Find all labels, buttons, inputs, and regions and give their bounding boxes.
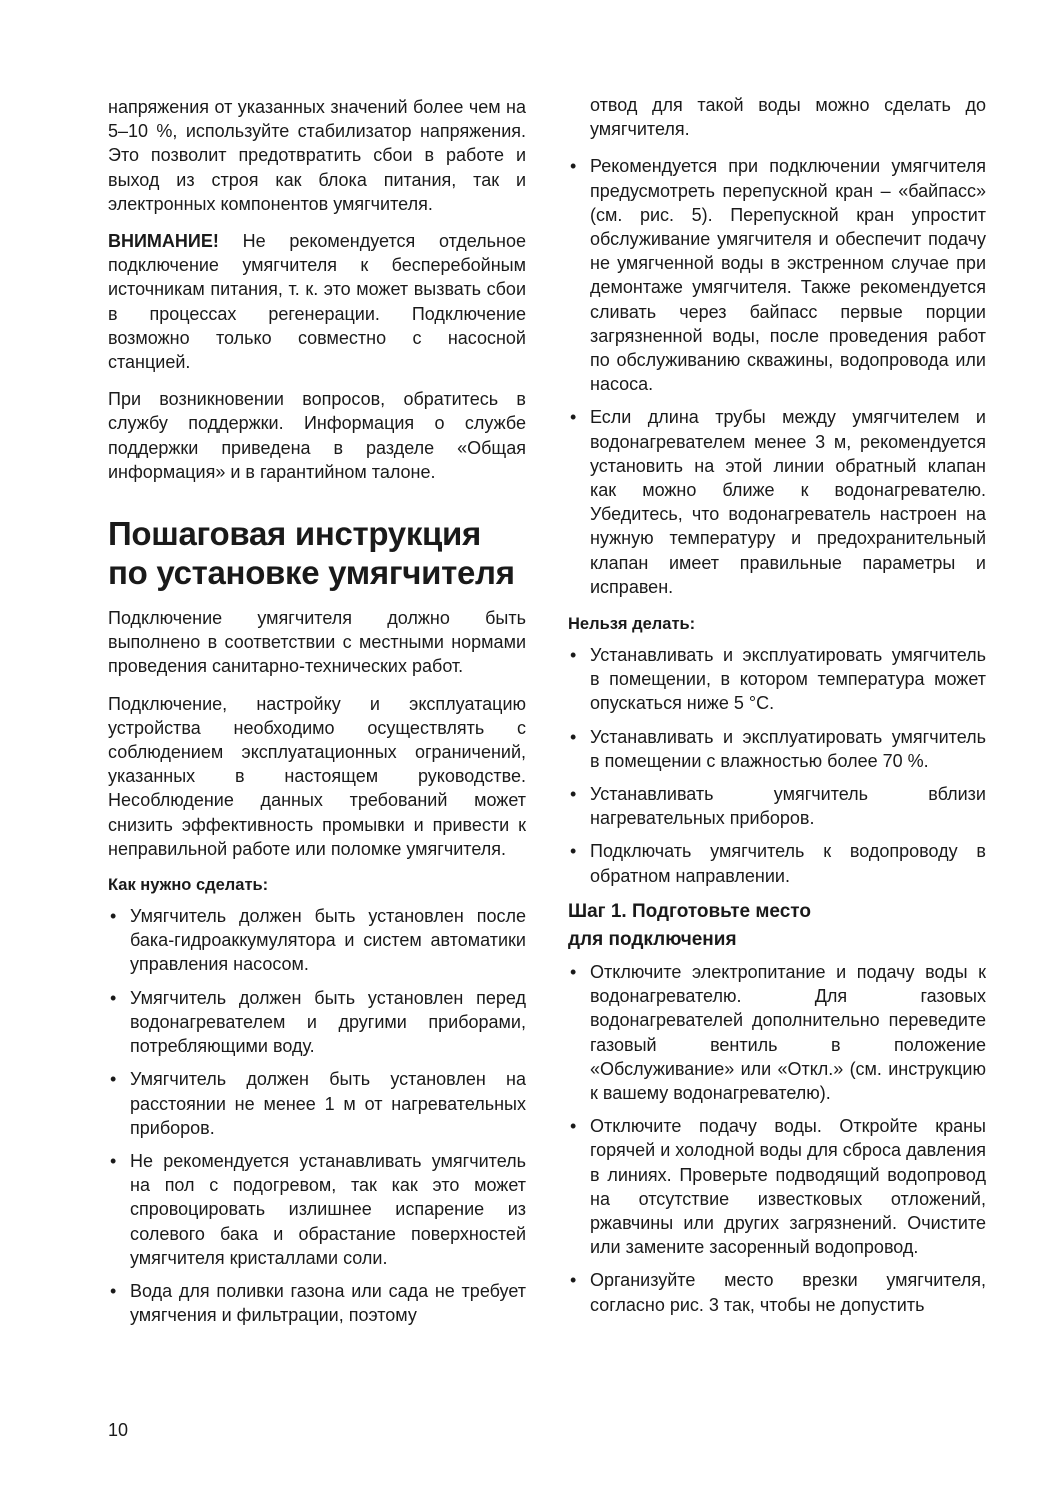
list-item: • Подключать умягчитель к водопроводу в обратном направлении.	[568, 839, 986, 887]
paragraph-connection-norms: Подключение умягчителя должно быть выполнено в соответствии с местными нормами проведения санитарно-технических работ.	[108, 608, 526, 677]
section-title: Пошаговая инструкция по установке умягчителя	[108, 515, 515, 592]
how-to-heading: Как нужно сделать:	[108, 876, 269, 895]
step-1-title-line-2: для подключения	[568, 928, 737, 950]
list-item: • Не рекомендуется устанавливать умягчитель на пол с подогревом, так как это может спровоцировать излишнее испарение из солевого бака и обрастание поверхностей умягчителя кристаллами соли.	[108, 1149, 526, 1270]
dont-heading: Нельзя делать:	[568, 615, 696, 634]
list-item: • Устанавливать и эксплуатировать умягчитель в помещении с влажностью более 70 %.	[568, 725, 986, 773]
how-to-list-continued	[568, 154, 986, 599]
warning-text: Не рекомендуется отдельное подключение умягчителя к бесперебойным источникам питания, т. к. это может вызвать сбои в процессах регенерации. Подключение возможно только совместно с насосной станцией.	[108, 231, 526, 373]
step-1-title	[568, 898, 986, 954]
list-item-continuation: отвод для такой воды можно сделать до умягчителя.	[590, 95, 986, 140]
list-item: • Вода для поливки газона или сада не требует умягчения и фильтрации, поэтому	[108, 1279, 526, 1327]
paragraph-voltage: напряжения от указанных значений более чем на 5–10 %, используйте стабилизатор напряжения. Это позволит предотвратить сбои в работе и выход из строя как блока питания, так и электронных компонентов умягчителя.	[108, 97, 526, 214]
list-item: • Умягчитель должен быть установлен перед водонагревателем и другими приборами, потребляющими воду.	[108, 986, 526, 1059]
list-item: • Рекомендуется при подключении умягчителя предусмотреть перепускной кран – «байпасс» (см. рис. 5). Перепускной кран упростит обслуживание умягчителя и обеспечит подачу не умягченной воды в экстренном случае при демонтаже умягчителя. Также рекомендуется сливать через байпасс первые порции загрязненной воды, после проведения работ по обслуживанию скважины, водопровода или насоса.	[568, 154, 986, 396]
list-item: • Отключите электропитание и подачу воды к водонагревателю. Для газовых водонагревателей дополнительно переведите газовый вентиль в положение «Обслуживание» или «Откл.» (см. инструкцию к вашему водонагревателю).	[568, 960, 986, 1105]
list-item: • Устанавливать умягчитель вблизи нагревательных приборов.	[568, 782, 986, 830]
list-item: • Отключите подачу воды. Откройте краны горячей и холодной воды для сброса давления в линиях. Проверьте подводящий водопровод на отсутствие известковых отложений, ржавчины или других загрязнений. Очистите или замените засоренный водопровод.	[568, 1114, 986, 1259]
left-column	[108, 95, 526, 1336]
page-number: 10	[108, 1420, 129, 1440]
paragraph-warning	[108, 229, 526, 374]
list-item: • Устанавливать и эксплуатировать умягчитель в помещении, в котором температура может опускаться ниже 5 °С.	[568, 643, 986, 716]
paragraph-support: При возникновении вопросов, обратитесь в службу поддержки. Информация о службе поддержки приведена в разделе «Общая информация» и в гарантийном талоне.	[108, 389, 526, 482]
list-item: • Умягчитель должен быть установлен после бака-гидроаккумулятора и систем автоматики управления насосом.	[108, 904, 526, 977]
step-1-list	[568, 960, 986, 1317]
list-item: • Если длина трубы между умягчителем и водонагревателем менее 3 м, рекомендуется установить на этой линии обратный клапан как можно ближе к водонагревателю. Убедитесь, что водонагреватель настроен на нужную температуру и предохранительный клапан имеет правильные параметры и исправен.	[568, 405, 986, 599]
list-item: • Организуйте место врезки умягчителя, согласно рис. 3 так, чтобы не допустить	[568, 1268, 986, 1316]
right-column	[568, 95, 986, 1326]
dont-list	[568, 643, 986, 888]
step-1-title-line-1: Шаг 1. Подготовьте место	[568, 900, 811, 922]
list-item: • Умягчитель должен быть установлен на расстоянии не менее 1 м от нагревательных приборов.	[108, 1067, 526, 1140]
paragraph-operation: Подключение, настройку и эксплуатацию устройства необходимо осуществлять с соблюдением эксплуатационных ограничений, указанных в настоящем руководстве. Несоблюдение данных требований может снизить эффективность промывки и привести к неправильной работе или поломке умягчителя.	[108, 693, 526, 859]
how-to-list	[108, 904, 526, 1327]
warning-label: ВНИМАНИЕ!	[108, 231, 219, 252]
